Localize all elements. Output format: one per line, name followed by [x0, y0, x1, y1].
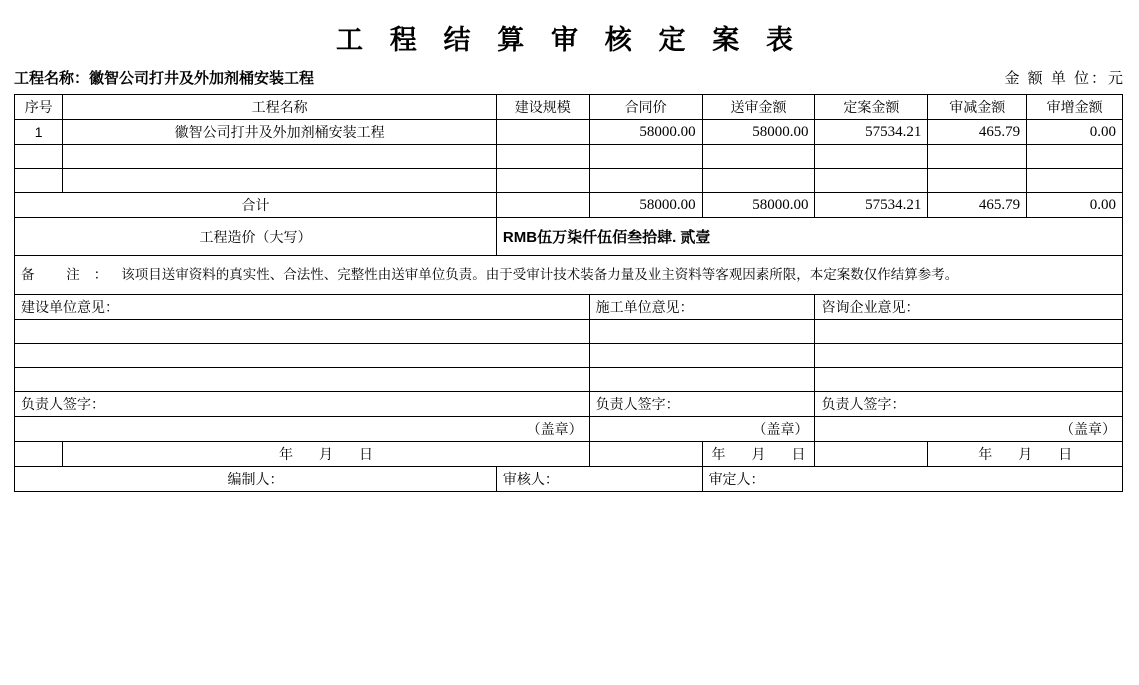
- note-label: 备 注：: [21, 267, 122, 282]
- date-spacer-contractor: [589, 442, 702, 467]
- seal-label-contractor: （盖章）: [589, 417, 815, 442]
- signature-label-construction: 负责人签字：: [15, 392, 590, 417]
- date-month-contractor: 月: [751, 446, 766, 462]
- opinion-header-contractor: 施工单位意见：: [589, 295, 815, 320]
- table-row: [15, 145, 1123, 169]
- opinion-body-construction-3[interactable]: [15, 368, 590, 392]
- capital-amount-value: RMB伍万柒仟伍佰叁拾肆. 贰壹: [496, 218, 1122, 256]
- note-cell: [15, 256, 1123, 295]
- settlement-table: [14, 94, 1123, 492]
- cell-reduced: 465.79: [928, 120, 1027, 145]
- note-row: [15, 256, 1123, 295]
- date-spacer-construction: [15, 442, 63, 467]
- col-header-scale: 建设规模: [496, 95, 589, 120]
- date-spacer-consultant: [815, 442, 928, 467]
- col-header-no: 序号: [15, 95, 63, 120]
- footer-preparer-label: 编制人：: [15, 467, 497, 492]
- col-header-approved: 定案金额: [815, 95, 928, 120]
- opinion-body-consultant[interactable]: [815, 320, 1123, 344]
- capital-amount-row: [15, 218, 1123, 256]
- total-approved: 57534.21: [815, 193, 928, 218]
- seal-row: [15, 417, 1123, 442]
- cell-increased: [1027, 145, 1123, 169]
- opinion-body-contractor-3[interactable]: [589, 368, 815, 392]
- signature-label-contractor: 负责人签字：: [589, 392, 815, 417]
- opinion-blank-row: [15, 344, 1123, 368]
- table-row: [15, 169, 1123, 193]
- date-month-construction: 月: [319, 446, 334, 462]
- date-row: [15, 442, 1123, 467]
- cell-name: 徽智公司打井及外加剂桶安装工程: [63, 120, 497, 145]
- opinion-body-construction-2[interactable]: [15, 344, 590, 368]
- project-name-label: 工程名称：: [14, 70, 90, 87]
- cell-contract: [589, 145, 702, 169]
- cell-name: [63, 169, 497, 193]
- total-contract: 58000.00: [589, 193, 702, 218]
- col-header-increased: 审增金额: [1027, 95, 1123, 120]
- opinion-body-consultant-2[interactable]: [815, 344, 1123, 368]
- total-scale: [496, 193, 589, 218]
- opinion-body-construction[interactable]: [15, 320, 590, 344]
- cell-name: [63, 145, 497, 169]
- signature-row: [15, 392, 1123, 417]
- cell-contract: 58000.00: [589, 120, 702, 145]
- date-fields-consultant: [928, 442, 1123, 467]
- opinion-body-contractor[interactable]: [589, 320, 815, 344]
- date-year-consultant: 年: [978, 446, 993, 462]
- cell-scale: [496, 145, 589, 169]
- opinion-body-contractor-2[interactable]: [589, 344, 815, 368]
- cell-submitted: [702, 145, 815, 169]
- date-year-construction: 年: [279, 446, 294, 462]
- cell-submitted: [702, 169, 815, 193]
- cell-submitted: 58000.00: [702, 120, 815, 145]
- cell-scale: [496, 120, 589, 145]
- page-title: 工 程 结 算 审 核 定 案 表: [336, 25, 803, 55]
- col-header-reduced: 审减金额: [928, 95, 1027, 120]
- project-name-value: 徽智公司打井及外加剂桶安装工程: [89, 70, 315, 87]
- opinion-header-consultant: 咨询企业意见：: [815, 295, 1123, 320]
- cell-approved: [815, 169, 928, 193]
- amount-unit-label: 金 额 单 位：元: [1004, 70, 1125, 87]
- date-year-contractor: 年: [711, 446, 726, 462]
- capital-amount-label: 工程造价（大写）: [15, 218, 497, 256]
- opinion-header-row: [15, 295, 1123, 320]
- total-increased: 0.00: [1027, 193, 1123, 218]
- cell-no: [15, 145, 63, 169]
- seal-label-construction: （盖章）: [15, 417, 590, 442]
- opinion-blank-row: [15, 368, 1123, 392]
- cell-approved: 57534.21: [815, 120, 928, 145]
- col-header-submitted: 送审金额: [702, 95, 815, 120]
- opinion-blank-row: [15, 320, 1123, 344]
- note-text: 该项目送审资料的真实性、合法性、完整性由送审单位负责。由于受审计技术装备力量及业主资料等客观因素所限，本定案数仅作结算参考。: [121, 267, 959, 282]
- footer-approver-label: 审定人：: [702, 467, 1122, 492]
- total-reduced: 465.79: [928, 193, 1027, 218]
- total-submitted: 58000.00: [702, 193, 815, 218]
- cell-increased: 0.00: [1027, 120, 1123, 145]
- date-fields-construction: [63, 442, 589, 467]
- cell-no: [15, 169, 63, 193]
- cell-reduced: [928, 169, 1027, 193]
- cell-reduced: [928, 145, 1027, 169]
- total-label: 合计: [15, 193, 497, 218]
- col-header-contract: 合同价: [589, 95, 702, 120]
- cell-scale: [496, 169, 589, 193]
- date-month-consultant: 月: [1018, 446, 1033, 462]
- project-name-line: [14, 67, 314, 88]
- table-row: [15, 120, 1123, 145]
- date-day-consultant: 日: [1058, 446, 1073, 462]
- footer-reviewer-label: 审核人：: [496, 467, 702, 492]
- table-total-row: [15, 193, 1123, 218]
- signature-label-consultant: 负责人签字：: [815, 392, 1123, 417]
- date-day-contractor: 日: [791, 446, 806, 462]
- opinion-body-consultant-3[interactable]: [815, 368, 1123, 392]
- table-header-row: [15, 95, 1123, 120]
- cell-contract: [589, 169, 702, 193]
- col-header-name: 工程名称: [63, 95, 497, 120]
- opinion-header-construction: 建设单位意见：: [15, 295, 590, 320]
- cell-no: 1: [15, 120, 63, 145]
- cell-increased: [1027, 169, 1123, 193]
- date-fields-contractor: [702, 442, 815, 467]
- subheader: [0, 67, 1139, 94]
- cell-approved: [815, 145, 928, 169]
- date-day-construction: 日: [359, 446, 374, 462]
- footer-row: [15, 467, 1123, 492]
- seal-label-consultant: （盖章）: [815, 417, 1123, 442]
